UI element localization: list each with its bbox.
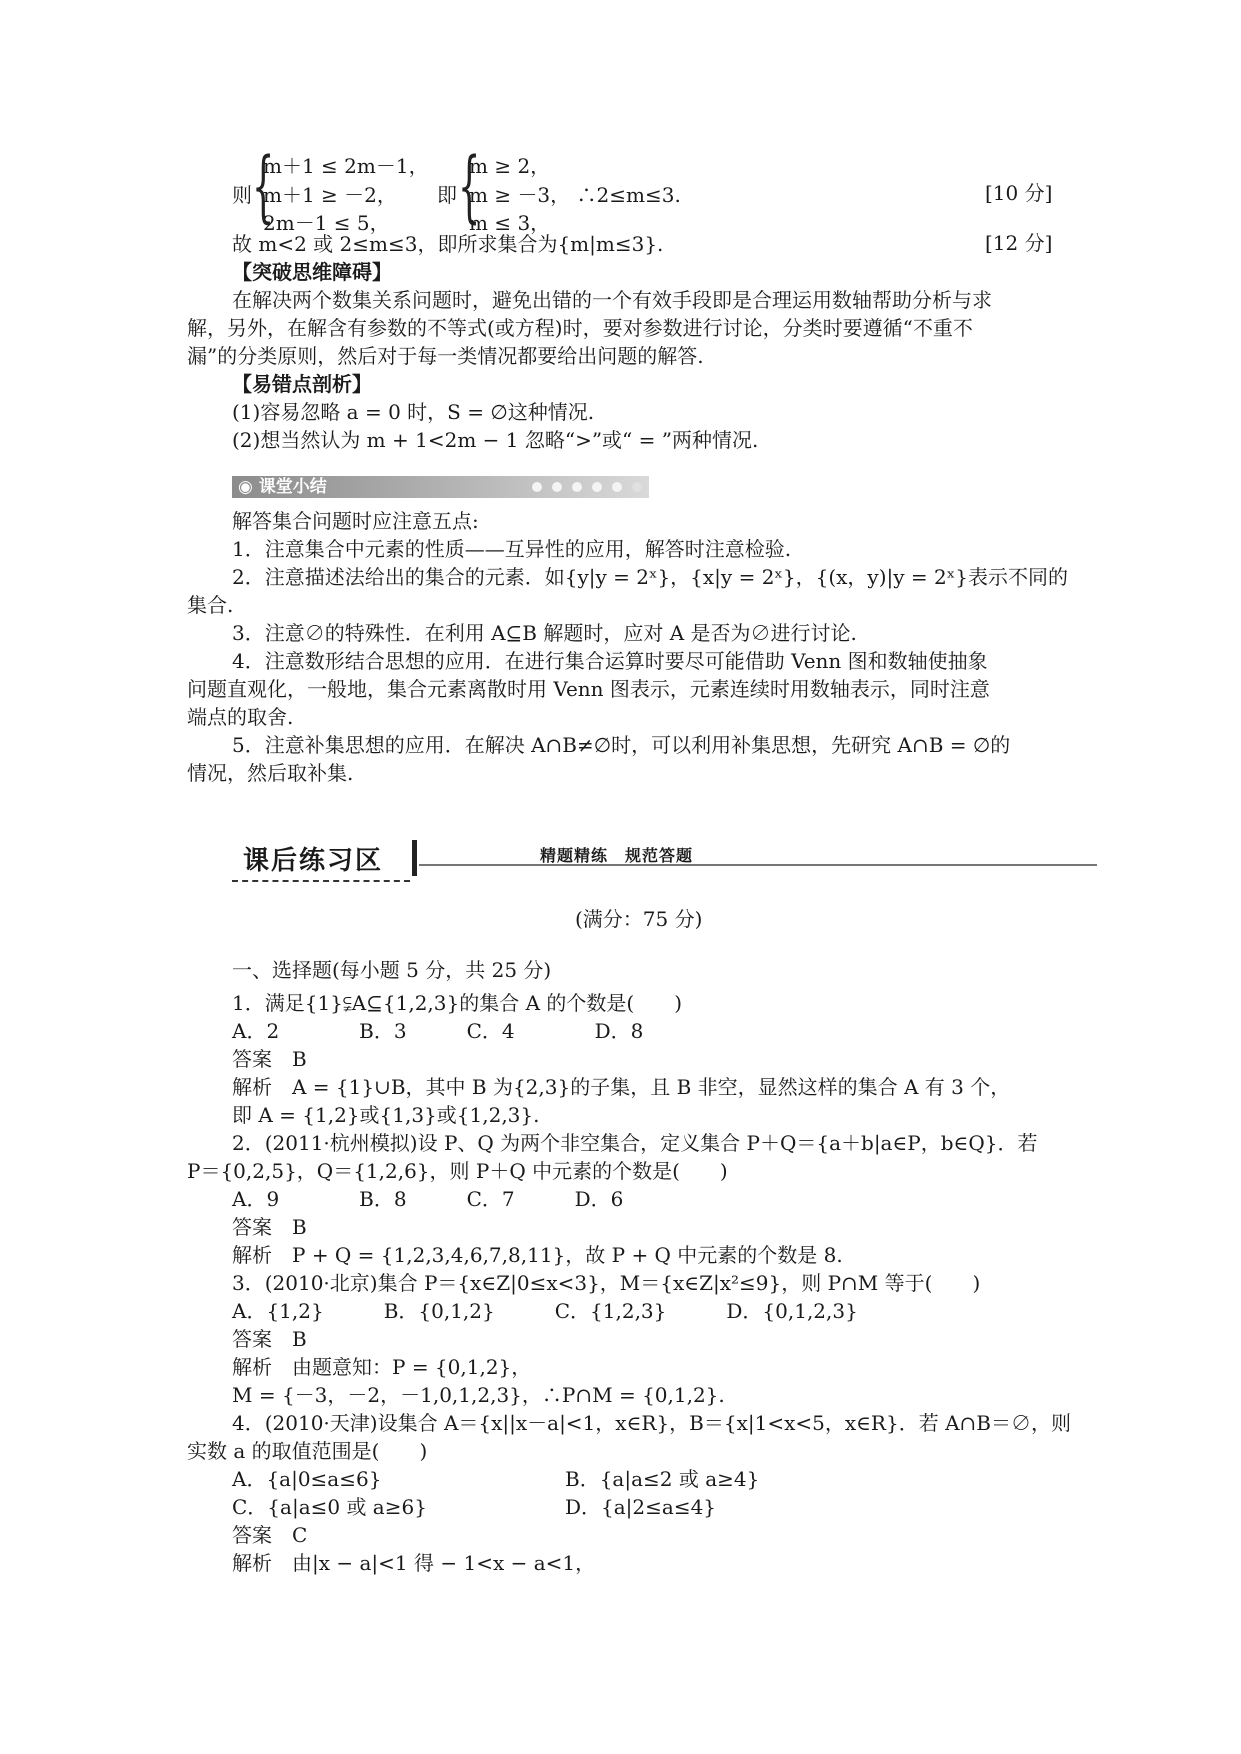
tupo-line-2: 解，另外，在解含有参数的不等式(或方程)时，要对参数进行讨论，分类时要遵循“不重不 [187,316,973,340]
q1-stem: 1．满足{1}⫋A⊆{1,2,3}的集合 A 的个数是( ) [232,991,683,1015]
system-left-3: 2m－1 ≤ 5， [263,211,390,235]
q1-analysis-1: 解析 A = {1}∪B，其中 B 为{2,3}的子集，且 B 非空，显然这样的集合 A 有 3 个， [232,1075,1011,1099]
practice-title-divider [412,840,417,876]
system-right-2: m ≥ －3， ∴2≤m≤3. [469,183,681,207]
q2-options: A．9 B．8 C．7 D．6 [232,1187,624,1211]
left-brace: { [252,142,275,232]
summary-bar [232,476,649,498]
summary-line-8: 端点的取舍. [187,705,294,729]
q3-answer: 答案 B [232,1327,307,1351]
right-brace: { [458,142,481,232]
practice-title: 课后练习区 [243,846,384,876]
summary-line-10: 情况，然后取补集. [187,761,354,785]
summary-line-4: 集合. [187,593,234,617]
system-left-1: m＋1 ≤ 2m－1， [263,154,429,178]
system-ze: 则 [232,183,252,207]
q2-stem-1: 2．(2011·杭州模拟)设 P、Q 为两个非空集合，定义集合 P＋Q＝{a＋b|a∈P，b∈Q}．若 [232,1131,1038,1155]
system-right-3: m ≤ 3， [469,211,551,235]
score-10: [10 分] [985,181,1053,205]
practice-title-underline [232,880,410,882]
summary-line-9: 5．注意补集思想的应用．在解决 A∩B≠∅时，可以利用补集思想，先研究 A∩B = ∅的 [232,733,1011,757]
q4-option-a: A．{a|0≤a≤6} [232,1467,382,1491]
q4-option-b: B．{a|a≤2 或 a≥4} [565,1467,760,1491]
q4-option-d: D．{a|2≤a≤4} [565,1495,717,1519]
q4-stem-1: 4．(2010·天津)设集合 A＝{x||x－a|<1，x∈R}，B＝{x|1<x<5，x∈R}．若 A∩B＝∅，则 [232,1411,1071,1435]
bar-dot [532,482,542,492]
full-score: (满分：75 分) [575,907,703,931]
yicuo-heading: 【易错点剖析】 [232,372,372,396]
practice-subtitle: 精题精练 规范答题 [540,846,694,865]
system-right-1: m ≥ 2， [469,154,551,178]
q2-stem-2: P＝{0,2,5}，Q＝{1,2,6}，则 P＋Q 中元素的个数是( ) [187,1159,728,1183]
bar-dot [572,482,582,492]
bar-dot [632,482,642,492]
system-left-2: m＋1 ≥ －2， [263,183,397,207]
practice-header-rule [419,864,1097,866]
system-ji: 即 [437,183,457,207]
bar-dot [592,482,602,492]
section-heading: 一、选择题(每小题 5 分，共 25 分) [232,958,552,982]
summary-line-5: 3．注意∅的特殊性．在利用 A⊆B 解题时，应对 A 是否为∅进行讨论. [232,621,857,645]
conclusion-text: 故 m<2 或 2≤m≤3，即所求集合为{m|m≤3}. [232,232,664,256]
summary-bar-label: ◉ 课堂小结 [238,477,327,497]
bar-dot [552,482,562,492]
tupo-line-3: 漏”的分类原则，然后对于每一类情况都要给出问题的解答. [187,344,704,368]
bar-dot [612,482,622,492]
summary-line-6: 4．注意数形结合思想的应用．在进行集合运算时要尽可能借助 Venn 图和数轴使抽象 [232,649,988,673]
tupo-line-1: 在解决两个数集关系问题时，避免出错的一个有效手段即是合理运用数轴帮助分析与求 [232,288,992,312]
q3-analysis-2: M = {－3，－2，－1,0,1,2,3}，∴P∩M = {0,1,2}. [232,1383,725,1407]
q4-stem-2: 实数 a 的取值范围是( ) [187,1439,428,1463]
q4-analysis: 解析 由|x − a|<1 得 − 1<x − a<1， [232,1551,596,1575]
q4-answer: 答案 C [232,1523,308,1547]
q2-analysis: 解析 P + Q = {1,2,3,4,6,7,8,11}，故 P + Q 中元素的个数是 8. [232,1243,843,1267]
q1-options: A．2 B．3 C．4 D．8 [232,1019,644,1043]
q3-analysis-1: 解析 由题意知：P = {0,1,2}， [232,1355,532,1379]
q3-options: A．{1,2} B．{0,1,2} C．{1,2,3} D．{0,1,2,3} [232,1299,858,1323]
tupo-heading: 【突破思维障碍】 [232,260,392,284]
summary-line-1: 解答集合问题时应注意五点: [232,509,479,533]
yicuo-line-2: (2)想当然认为 m + 1<2m − 1 忽略“>”或“ = ”两种情况. [232,428,759,452]
q1-answer: 答案 B [232,1047,307,1071]
q4-option-c: C．{a|a≤0 或 a≥6} [232,1495,427,1519]
summary-line-3: 2．注意描述法给出的集合的元素．如{y|y = 2ˣ}，{x|y = 2ˣ}，{(x，y)|y = 2ˣ}表示不同的 [232,565,1068,589]
yicuo-line-1: (1)容易忽略 a = 0 时，S = ∅这种情况. [232,400,595,424]
q3-stem: 3．(2010·北京)集合 P＝{x∈Z|0≤x<3}，M＝{x∈Z|x²≤9}，则 P∩M 等于( ) [232,1271,981,1295]
summary-line-7: 问题直观化，一般地，集合元素离散时用 Venn 图表示，元素连续时用数轴表示，同时注意 [187,677,990,701]
score-12: [12 分] [985,231,1053,255]
q2-answer: 答案 B [232,1215,307,1239]
q1-analysis-2: 即 A = {1,2}或{1,3}或{1,2,3}. [232,1103,540,1127]
summary-line-2: 1．注意集合中元素的性质——互异性的应用，解答时注意检验. [232,537,792,561]
